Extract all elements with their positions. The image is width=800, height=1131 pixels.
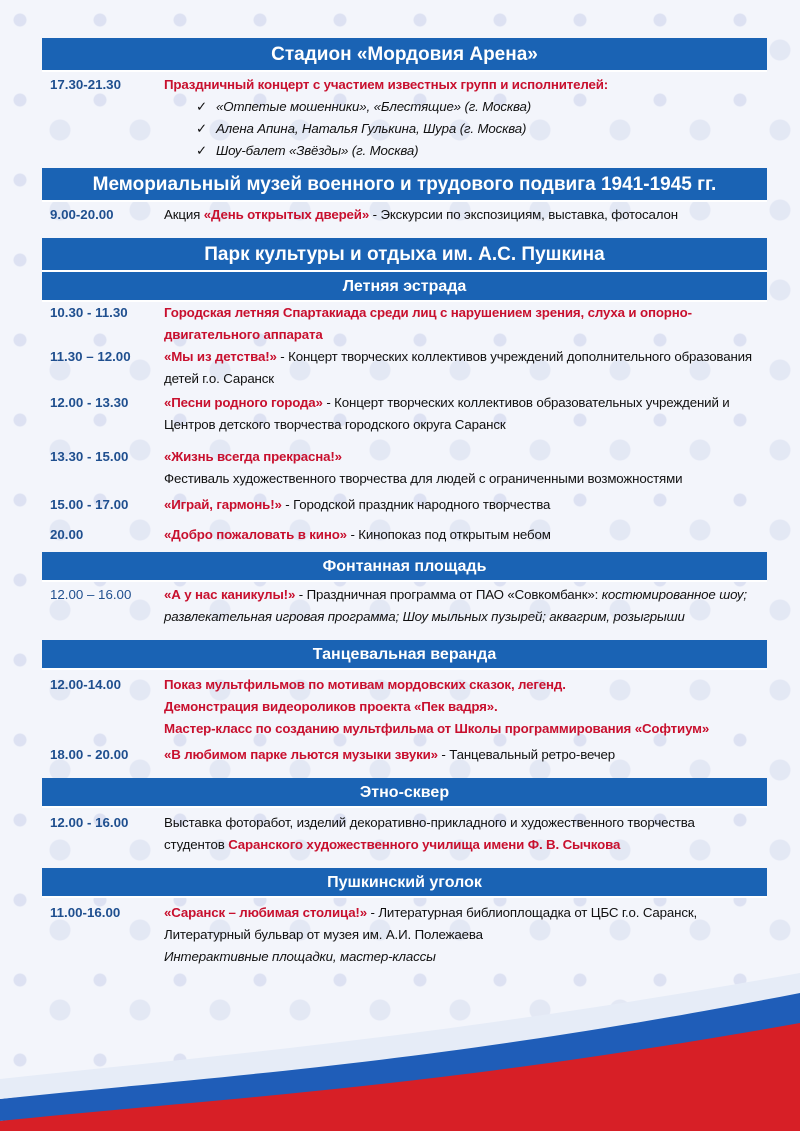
event-desc: Акция «День открытых дверей» - Экскурсии по экспозициям, выставка, фотосалон: [164, 207, 678, 222]
event-time: 17.30-21.30: [50, 77, 121, 92]
event-time: 11.30 – 12.00: [50, 349, 131, 364]
event-desc: «В любимом парке льются музыки звуки» - Танцевальный ретро-вечер: [164, 747, 616, 762]
section-header-park: Парк культуры и отдыха им. А.С. Пушкина: [42, 238, 767, 272]
subsection-header-fountain: Фонтанная площадь: [42, 552, 767, 582]
event-time: 12.00 - 16.00: [50, 815, 129, 830]
event-row: [42, 446, 767, 490]
event-desc: [164, 74, 767, 162]
event-title: Праздничный концерт с участием известных групп и исполнителей:: [164, 77, 609, 92]
event-time: 11.00-16.00: [50, 905, 121, 920]
event-time: 18.00 - 20.00: [50, 747, 129, 762]
event-time: 12.00 – 16.00: [50, 587, 132, 602]
subsection-header-pushkin: Пушкинский уголок: [42, 868, 767, 898]
event-time: 12.00-14.00: [50, 677, 121, 692]
event-time: 9.00-20.00: [50, 207, 114, 222]
performer-item: ✓ «Отпетые мошенники», «Блестящие» (г. Москва): [190, 96, 767, 118]
event-desc: Выставка фоторабот, изделий декоративно-прикладного и художественного творчества студентов Саранского художественного училища имени Ф. В. Сычкова: [164, 815, 695, 852]
event-desc: «Саранск – любимая столица!» - Литературная библиоплощадка от ЦБС г.о. Саранск, Литературный бульвар от музея им. А.И. Полежаева Интерактивные площадки, мастер-классы: [164, 905, 698, 964]
event-row: [42, 524, 767, 546]
event-desc: Показ мультфильмов по мотивам мордовских сказок, легенд. Демонстрация видеороликов проекта «Пек вадря». Мастер-класс по созданию мультфильма от Школы программирования «Софтиум»: [164, 677, 710, 736]
event-time: 10.30 - 11.30: [50, 305, 128, 320]
event-row: [42, 674, 767, 740]
event-desc: «А у нас каникулы!» - Праздничная программа от ПАО «Совкомбанк»: костюмированное шоу; развлекательная игровая программа; Шоу мыльных пузырей; аквагрим, розыгрыши: [164, 587, 747, 624]
event-desc: Городская летняя Спартакиада среди лиц с нарушением зрения, слуха и опорно-двигательного аппарата: [164, 305, 692, 342]
event-desc: «Добро пожаловать в кино» - Кинопоказ под открытым небом: [164, 527, 551, 542]
performer-item: ✓ Шоу-балет «Звёзды» (г. Москва): [190, 140, 767, 162]
event-row: [42, 744, 767, 766]
event-row: [42, 902, 767, 968]
subsection-header-dance: Танцевальная веранда: [42, 640, 767, 670]
event-desc: «Песни родного города» - Концерт творческих коллективов образовательных учреждений и Центров детского творчества городского округа Саранск: [164, 395, 730, 432]
event-row: [42, 812, 767, 856]
event-desc: «Играй, гармонь!» - Городской праздник народного творчества: [164, 497, 551, 512]
schedule: [42, 38, 767, 968]
flag-wave-decoration: [0, 971, 800, 1131]
event-row: [42, 584, 767, 628]
event-row: [42, 392, 767, 436]
event-row: [42, 204, 767, 226]
event-row: [42, 302, 767, 346]
subsection-header-stage: Летняя эстрада: [42, 272, 767, 302]
event-row: [42, 74, 767, 162]
event-time: 15.00 - 17.00: [50, 497, 129, 512]
event-desc: «Жизнь всегда прекрасна!» Фестиваль художественного творчества для людей с ограниченными возможностями: [164, 449, 683, 486]
event-time: 20.00: [50, 527, 84, 542]
section-header-stadium: Стадион «Мордовия Арена»: [42, 38, 767, 72]
performer-item: ✓ Алена Апина, Наталья Гулькина, Шура (г. Москва): [190, 118, 767, 140]
event-row: [42, 494, 767, 516]
section-header-museum: Мемориальный музей военного и трудового подвига 1941-1945 гг.: [42, 168, 767, 202]
event-desc: «Мы из детства!» - Концерт творческих коллективов учреждений дополнительного образования детей г.о. Саранск: [164, 349, 752, 386]
subsection-header-ethno: Этно-сквер: [42, 778, 767, 808]
event-time: 12.00 - 13.30: [50, 395, 129, 410]
event-row: [42, 346, 767, 390]
event-time: 13.30 - 15.00: [50, 449, 129, 464]
